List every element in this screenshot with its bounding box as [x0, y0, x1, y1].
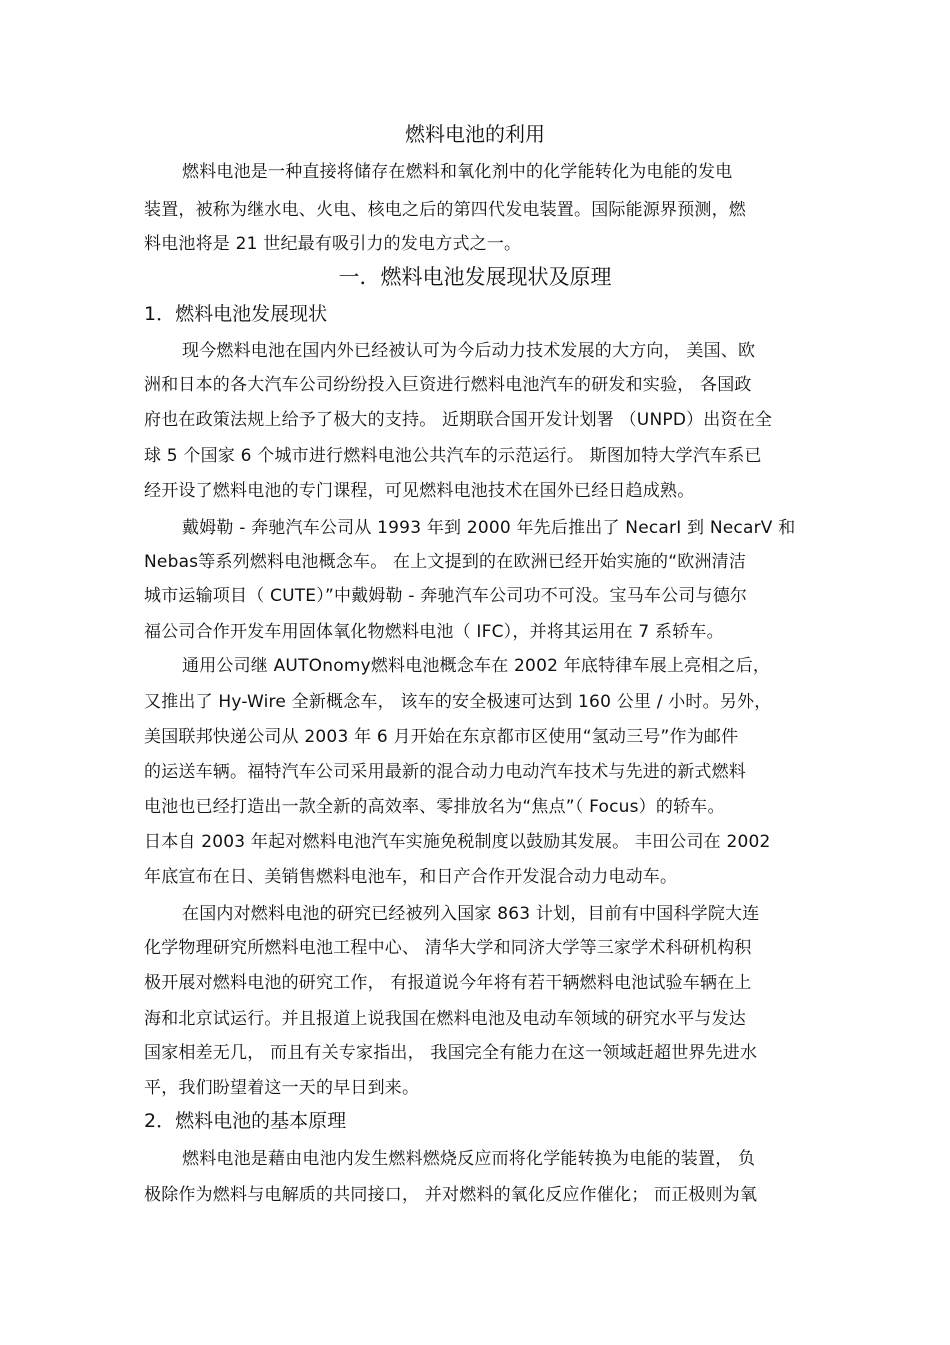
- paragraph-line: 通用公司继 AUTOnomy燃料电池概念车在 2002 年底特律车展上亮相之后，: [182, 656, 771, 676]
- paragraph-line: 海和北京试运行。并且报道上说我国在燃料电池及电动车领域的研究水平与发达: [144, 1009, 746, 1029]
- paragraph-line: 现今燃料电池在国内外已经被认可为今后动力技术发展的大方向， 美国、欧: [182, 341, 756, 361]
- paragraph-line: 球 5 个国家 6 个城市进行燃料电池公共汽车的示范运行。 斯图加特大学汽车系已: [144, 446, 762, 466]
- paragraph-line: 国家相差无几， 而且有关专家指出， 我国完全有能力在这一领域赶超世界先进水: [144, 1043, 758, 1063]
- paragraph-line: 电池也已经打造出一款全新的高效率、零排放名为“焦点”（ Focus）的轿车。: [144, 797, 725, 817]
- intro-line: 燃料电池是一种直接将储存在燃料和氧化剂中的化学能转化为电能的发电: [182, 162, 733, 182]
- section-heading: 一．燃料电池发展现状及原理: [338, 265, 612, 289]
- paragraph-line: 府也在政策法规上给予了极大的支持。 近期联合国开发计划署 （UNPD）出资在全: [144, 410, 773, 430]
- paragraph-line: 美国联邦快递公司从 2003 年 6 月开始在东京都市区使用“氢动三号”作为邮件: [144, 727, 739, 747]
- paragraph-line: 洲和日本的各大汽车公司纷纷投入巨资进行燃料电池汽车的研发和实验， 各国政: [144, 375, 752, 395]
- paragraph-line: 年底宣布在日、美销售燃料电池车，和日产合作开发混合动力电动车。: [144, 867, 678, 887]
- paragraph-line: 日本自 2003 年起对燃料电池汽车实施免税制度以鼓励其发展。 丰田公司在 2002: [144, 832, 771, 852]
- subsection-heading: 1．燃料电池发展现状: [144, 303, 328, 325]
- paragraph-line: 极开展对燃料电池的研究工作， 有报道说今年将有若干辆燃料电池试验车辆在上: [144, 973, 752, 993]
- paragraph-line: 戴姆勒 - 奔驰汽车公司从 1993 年到 2000 年先后推出了 NecarI 到 NecarV 和: [182, 518, 796, 538]
- paragraph-line: 化学物理研究所燃料电池工程中心、 清华大学和同济大学等三家学术科研机构积: [144, 938, 752, 958]
- paragraph-line: 经开设了燃料电池的专门课程，可见燃料电池技术在国外已经日趋成熟。: [144, 481, 695, 501]
- paragraph-line: Nebas等系列燃料电池概念车。 在上文提到的在欧洲已经开始实施的“欧洲清洁: [144, 552, 747, 572]
- paragraph-line: 城市运输项目（ CUTE）”中戴姆勒 - 奔驰汽车公司功不可没。宝马车公司与德尔: [144, 586, 748, 606]
- paragraph-line: 平，我们盼望着这一天的早日到来。: [144, 1078, 420, 1098]
- paragraph-line: 又推出了 Hy-Wire 全新概念车， 该车的安全极速可达到 160 公里 / 小时。另外，: [144, 692, 772, 712]
- subsection-heading: 2．燃料电池的基本原理: [144, 1110, 347, 1132]
- paragraph-line: 燃料电池是藉由电池内发生燃料燃烧反应而将化学能转换为电能的装置， 负: [182, 1149, 756, 1169]
- document-title: 燃料电池的利用: [405, 122, 545, 146]
- intro-line: 装置，被称为继水电、火电、核电之后的第四代发电装置。国际能源界预测，燃: [144, 200, 746, 220]
- paragraph-line: 在国内对燃料电池的研究已经被列入国家 863 计划，目前有中国科学院大连: [182, 904, 760, 924]
- paragraph-line: 极除作为燃料与电解质的共同接口， 并对燃料的氧化反应作催化； 而正极则为氧: [144, 1185, 758, 1205]
- intro-line: 料电池将是 21 世纪最有吸引力的发电方式之一。: [144, 234, 522, 254]
- paragraph-line: 的运送车辆。福特汽车公司采用最新的混合动力电动汽车技术与先进的新式燃料: [144, 762, 746, 782]
- paragraph-line: 福公司合作开发车用固体氧化物燃料电池（ IFC），并将其运用在 7 系轿车。: [144, 622, 724, 642]
